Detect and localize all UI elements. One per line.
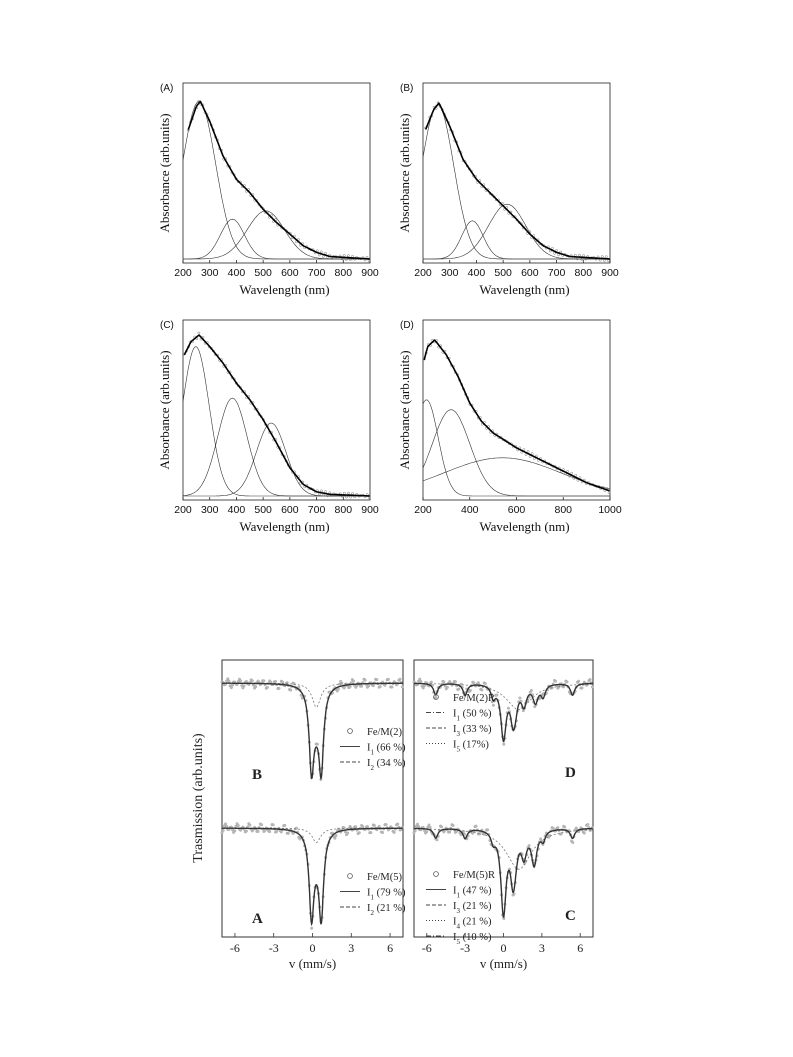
data-point: [343, 492, 345, 494]
y-axis-label: Absorbance (arb.units): [397, 350, 412, 470]
data-point: [471, 832, 474, 835]
data-point: [589, 678, 592, 681]
x-tick-label: 0: [309, 941, 316, 955]
data-point: [362, 825, 365, 828]
legend-label: $I_5$ (10 %): [453, 932, 492, 946]
data-point: [274, 680, 277, 683]
data-point: [393, 831, 396, 834]
data-point: [251, 680, 254, 683]
component-curve: [183, 211, 370, 259]
x-tick-label: 600: [281, 504, 299, 516]
uv-panel-a: [157, 83, 379, 297]
data-point: [346, 832, 349, 835]
x-tick-label: 800: [574, 267, 593, 279]
data-point: [249, 824, 252, 827]
data-point: [475, 825, 478, 828]
data-point: [373, 824, 376, 827]
data-point: [577, 680, 580, 683]
fit-curve: [426, 103, 610, 259]
data-point: [352, 680, 355, 683]
y-axis-label: Absorbance (arb.units): [397, 113, 412, 233]
data-point: [436, 839, 439, 842]
x-tick-label: 3: [348, 941, 355, 955]
data-point: [522, 709, 525, 712]
data-point: [280, 831, 283, 834]
data-point: [399, 678, 402, 681]
subplot-c: [413, 823, 594, 946]
x-tick-label: 200: [174, 267, 192, 279]
data-point: [366, 256, 368, 258]
legend-item: [340, 758, 406, 772]
legend-item: [340, 743, 406, 757]
data-point: [599, 259, 601, 261]
legend-item: [426, 740, 489, 754]
data-point: [379, 685, 382, 688]
legend-item: [426, 932, 492, 946]
fit-curve: [414, 828, 593, 917]
data-point: [458, 688, 461, 691]
x-tick-label: 1000: [598, 504, 622, 516]
plot-frame: [414, 660, 593, 937]
data-point: [417, 825, 420, 828]
data-point: [425, 830, 428, 833]
fit-curve: [424, 340, 609, 491]
legend-label: $I_1$ (79 %): [367, 887, 406, 902]
legend-label: Fe/M(5)R: [453, 870, 495, 881]
x-tick-label: 400: [467, 267, 486, 279]
x-axis-label: Wavelength (nm): [239, 282, 330, 297]
x-tick-label: -6: [229, 941, 240, 955]
data-point: [335, 834, 338, 837]
data-point: [563, 826, 566, 829]
data-point: [578, 254, 580, 256]
data-point: [268, 830, 271, 833]
legend-label: $I_1$ (66 %): [367, 742, 406, 757]
x-tick-label: 800: [334, 267, 353, 279]
legend-label: Fe/M(2)R: [453, 693, 495, 704]
data-point: [230, 686, 233, 689]
legend-marker: [348, 729, 353, 734]
data-point: [481, 689, 484, 692]
data-point: [574, 254, 576, 256]
subplot-label: D: [565, 765, 576, 781]
legend-item: [426, 709, 492, 723]
subplot-b: [221, 678, 406, 784]
data-point: [581, 687, 584, 690]
data-point: [198, 332, 200, 334]
data-point: [349, 686, 352, 689]
data-point: [370, 831, 373, 834]
plot-frame: [183, 83, 370, 263]
x-tick-label: 6: [387, 941, 394, 955]
x-tick-label: 200: [414, 267, 432, 279]
y-axis-label: Absorbance (arb.units): [157, 113, 172, 233]
data-point: [366, 825, 369, 828]
data-point: [316, 743, 319, 746]
data-point: [572, 841, 575, 844]
legend-item: [426, 724, 492, 738]
x-tick-label: 6: [577, 941, 584, 955]
fit-curve: [188, 102, 369, 259]
data-point: [528, 844, 531, 847]
mossbauer-right-panel: [413, 660, 594, 971]
data-point: [347, 492, 349, 494]
data-point: [381, 831, 384, 834]
data-point: [263, 680, 266, 683]
legend-label: $I_1$ (50 %): [453, 708, 492, 723]
legend-item: [426, 901, 492, 915]
data-point: [310, 927, 313, 930]
data-point: [231, 684, 234, 687]
x-tick-label: 300: [440, 267, 459, 279]
x-tick-label: 600: [507, 504, 526, 516]
data-point: [603, 260, 605, 262]
x-tick-label: 300: [200, 267, 219, 279]
data-point: [224, 823, 227, 826]
data-point: [423, 684, 426, 687]
legend-item: [434, 870, 495, 881]
data-point: [446, 686, 449, 689]
data-point: [284, 824, 287, 827]
data-point: [496, 694, 499, 697]
legend-label: $I_4$ (21 %): [453, 916, 492, 931]
data-point: [367, 685, 370, 688]
data-point: [239, 680, 242, 683]
uv-vis-figure: [157, 83, 622, 534]
legend-label: $I_3$ (33 %): [453, 724, 492, 738]
data-point: [530, 689, 533, 692]
data-point: [387, 678, 390, 681]
component-curve: [222, 683, 403, 707]
data-point: [552, 827, 555, 830]
data-point: [325, 491, 327, 493]
x-tick-label: 3: [538, 941, 545, 955]
data-point: [289, 689, 292, 692]
data-point: [334, 837, 337, 840]
legend-label: $I_2$ (21 %): [367, 903, 406, 917]
data-point: [539, 838, 542, 841]
legend-item: [434, 693, 495, 704]
data-point: [355, 825, 358, 828]
x-axis-label: Wavelength (nm): [239, 519, 330, 534]
x-axis-label: v (mm/s): [288, 956, 337, 971]
data-point: [486, 829, 489, 832]
legend-label: $I_5$ (17%): [453, 739, 489, 754]
data-point: [414, 829, 417, 832]
data-point: [254, 685, 257, 688]
x-tick-label: -3: [268, 941, 279, 955]
legend-label: Fe/M(2): [367, 727, 402, 738]
legend-label: $I_3$ (21 %): [453, 901, 492, 915]
data-point: [257, 830, 260, 833]
x-tick-label: 200: [414, 504, 432, 516]
data-point: [566, 681, 569, 684]
data-point: [347, 255, 349, 257]
data-point: [228, 680, 231, 683]
x-axis-label: Wavelength (nm): [479, 519, 570, 534]
data-point: [503, 743, 506, 746]
x-tick-label: 700: [547, 267, 566, 279]
panel-label: (B): [400, 83, 414, 94]
x-tick-label: 400: [227, 267, 246, 279]
data-point: [243, 685, 246, 688]
data-point: [222, 829, 225, 832]
uv-panel-b: [397, 83, 619, 297]
panel-label: (C): [160, 320, 174, 331]
x-tick-label: 900: [601, 267, 619, 279]
legend-marker: [434, 872, 439, 877]
component-curve: [183, 423, 370, 496]
panel-label: (A): [160, 83, 174, 94]
x-tick-label: -3: [460, 941, 471, 955]
data-point: [587, 823, 590, 826]
data-point: [583, 832, 586, 835]
x-axis-label: v (mm/s): [479, 956, 528, 971]
data-point: [385, 823, 388, 826]
data-point: [419, 678, 422, 681]
subplot-label: B: [252, 767, 263, 783]
x-tick-label: 0: [500, 941, 507, 955]
data-point: [583, 255, 585, 257]
data-point: [396, 823, 399, 826]
legend-label: Fe/M(5): [367, 872, 402, 883]
data-point: [519, 697, 522, 700]
x-tick-label: 200: [174, 504, 192, 516]
subplot-d: [413, 678, 594, 781]
x-tick-label: 700: [307, 267, 326, 279]
data-point: [469, 689, 472, 692]
subplot-label: C: [565, 908, 576, 924]
legend-item: [340, 903, 406, 917]
data-point: [350, 681, 353, 684]
data-point: [360, 685, 363, 688]
x-tick-label: 500: [494, 267, 512, 279]
data-point: [260, 824, 263, 827]
data-point: [452, 824, 455, 827]
data-point: [225, 825, 228, 828]
x-tick-label: 600: [281, 267, 299, 279]
subplot-label: A: [252, 911, 263, 927]
x-tick-label: 800: [334, 504, 353, 516]
data-point: [507, 707, 510, 710]
data-point: [278, 687, 281, 690]
data-point: [272, 824, 275, 827]
data-point: [429, 826, 432, 829]
data-point: [473, 682, 476, 685]
data-point: [281, 681, 284, 684]
y-axis-label: Trasmission (arb.units): [191, 733, 206, 863]
data-point: [234, 830, 237, 833]
data-point: [448, 831, 451, 834]
legend-label: $I_1$ (47 %): [453, 885, 492, 900]
data-point: [435, 696, 438, 699]
legend-item: [426, 886, 492, 900]
x-tick-label: 900: [361, 267, 379, 279]
plot-frame: [423, 83, 610, 263]
data-point: [343, 254, 345, 256]
data-point: [350, 496, 352, 498]
y-axis-label: Absorbance (arb.units): [157, 350, 172, 470]
mossbauer-left-panel: [221, 660, 406, 971]
data-point: [492, 704, 495, 707]
data-point: [484, 682, 487, 685]
data-point: [337, 688, 340, 691]
x-tick-label: 400: [460, 504, 479, 516]
data-point: [430, 681, 433, 684]
data-point: [320, 490, 322, 492]
component-curve: [423, 221, 610, 259]
legend-label: $I_2$ (34 %): [367, 758, 406, 772]
data-point: [440, 826, 443, 829]
legend-item: [426, 917, 492, 931]
data-point: [352, 492, 354, 494]
data-point: [420, 680, 423, 683]
data-point: [372, 684, 375, 687]
legend-item: [348, 872, 403, 883]
data-point: [591, 686, 594, 689]
data-point: [401, 686, 404, 689]
data-point: [266, 686, 269, 689]
data-point: [443, 681, 446, 684]
x-tick-label: 900: [361, 504, 379, 516]
data-point: [557, 826, 560, 829]
data-point: [454, 680, 457, 683]
data-point: [287, 832, 290, 835]
legend-marker: [348, 874, 353, 879]
x-tick-label: 400: [227, 504, 246, 516]
x-tick-label: 500: [254, 267, 272, 279]
component-curve: [414, 829, 593, 869]
component-curve: [183, 347, 370, 496]
x-tick-label: 700: [307, 504, 326, 516]
legend-item: [348, 727, 403, 738]
data-point: [275, 830, 278, 833]
subplot-a: [221, 822, 406, 929]
data-point: [428, 824, 431, 827]
panel-label: (D): [400, 320, 414, 331]
x-tick-label: 600: [521, 267, 539, 279]
component-curve: [423, 204, 610, 259]
data-point: [376, 678, 379, 681]
mossbauer-figure: [191, 660, 594, 971]
data-point: [477, 681, 480, 684]
data-point: [237, 824, 240, 827]
uv-panel-d: [397, 320, 622, 534]
x-tick-label: 500: [254, 504, 272, 516]
x-tick-label: 300: [200, 504, 219, 516]
data-point: [364, 679, 367, 682]
x-axis-label: Wavelength (nm): [479, 282, 570, 297]
legend-item: [340, 888, 406, 902]
x-tick-label: 800: [554, 504, 573, 516]
data-point: [358, 831, 361, 834]
data-point: [391, 686, 394, 689]
data-point: [245, 830, 248, 833]
data-point: [322, 255, 324, 257]
data-point: [320, 251, 322, 253]
data-point: [601, 256, 603, 258]
x-tick-label: -6: [421, 941, 432, 955]
data-point: [607, 260, 609, 262]
uv-panel-c: [157, 320, 379, 534]
data-point: [554, 680, 557, 683]
data-point: [605, 256, 607, 258]
component-curve: [423, 458, 610, 489]
fit-curve: [184, 335, 369, 496]
